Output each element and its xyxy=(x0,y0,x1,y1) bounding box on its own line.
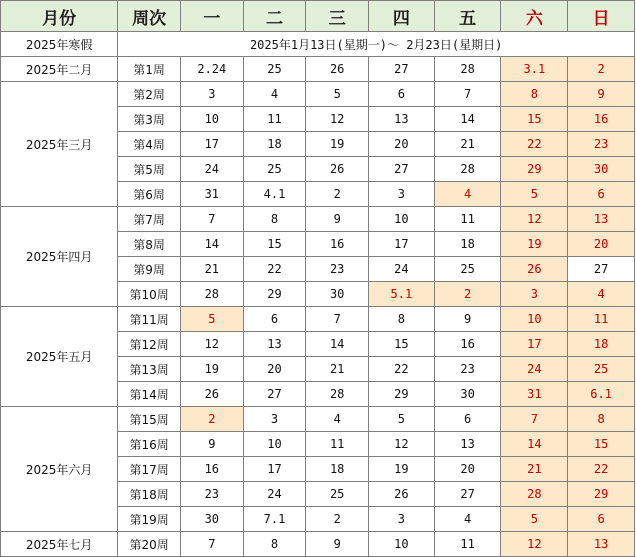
day-cell: 9 xyxy=(568,82,635,107)
day-cell: 5 xyxy=(306,82,369,107)
day-cell: 15 xyxy=(369,332,435,357)
day-cell: 17 xyxy=(243,457,306,482)
day-cell: 6 xyxy=(434,407,501,432)
day-cell: 6 xyxy=(243,307,306,332)
day-cell: 30 xyxy=(180,507,243,532)
week-label: 第20周 xyxy=(118,532,181,557)
header-sunday: 日 xyxy=(568,1,635,32)
day-cell: 31 xyxy=(180,182,243,207)
week-label: 第12周 xyxy=(118,332,181,357)
header-week: 周次 xyxy=(118,1,181,32)
week-label: 第1周 xyxy=(118,57,181,82)
day-cell: 7.1 xyxy=(243,507,306,532)
day-cell: 12 xyxy=(306,107,369,132)
day-cell: 28 xyxy=(501,482,568,507)
header-tuesday: 二 xyxy=(243,1,306,32)
day-cell: 10 xyxy=(369,207,435,232)
day-cell: 26 xyxy=(306,157,369,182)
day-cell: 4 xyxy=(306,407,369,432)
day-cell: 25 xyxy=(568,357,635,382)
day-cell: 9 xyxy=(434,307,501,332)
day-cell: 10 xyxy=(243,432,306,457)
day-cell: 19 xyxy=(306,132,369,157)
day-cell: 5 xyxy=(369,407,435,432)
week-label: 第15周 xyxy=(118,407,181,432)
day-cell: 2 xyxy=(180,407,243,432)
week-row xyxy=(1,407,635,432)
day-cell: 5 xyxy=(180,307,243,332)
winter-break-dates: 2025年1月13日(星期一)～ 2月23日(星期日) xyxy=(118,32,635,57)
day-cell: 8 xyxy=(369,307,435,332)
day-cell: 18 xyxy=(434,232,501,257)
day-cell: 2 xyxy=(434,282,501,307)
week-label: 第5周 xyxy=(118,157,181,182)
day-cell: 23 xyxy=(434,357,501,382)
day-cell: 13 xyxy=(568,532,635,557)
day-cell: 7 xyxy=(501,407,568,432)
day-cell: 25 xyxy=(306,482,369,507)
day-cell: 25 xyxy=(434,257,501,282)
week-label: 第11周 xyxy=(118,307,181,332)
week-label: 第16周 xyxy=(118,432,181,457)
day-cell: 27 xyxy=(369,157,435,182)
month-label: 2025年五月 xyxy=(1,307,118,407)
day-cell: 10 xyxy=(501,307,568,332)
week-label: 第8周 xyxy=(118,232,181,257)
month-label: 2025年四月 xyxy=(1,207,118,307)
day-cell: 22 xyxy=(501,132,568,157)
day-cell: 16 xyxy=(180,457,243,482)
day-cell: 24 xyxy=(180,157,243,182)
month-label: 2025年六月 xyxy=(1,407,118,532)
week-label: 第3周 xyxy=(118,107,181,132)
day-cell: 6 xyxy=(568,507,635,532)
day-cell: 28 xyxy=(434,57,501,82)
day-cell: 6 xyxy=(568,182,635,207)
day-cell: 31 xyxy=(501,382,568,407)
day-cell: 16 xyxy=(434,332,501,357)
day-cell: 16 xyxy=(306,232,369,257)
day-cell: 4.1 xyxy=(243,182,306,207)
day-cell: 2 xyxy=(568,57,635,82)
day-cell: 27 xyxy=(434,482,501,507)
day-cell: 5 xyxy=(501,507,568,532)
day-cell: 11 xyxy=(306,432,369,457)
day-cell: 3.1 xyxy=(501,57,568,82)
day-cell: 18 xyxy=(568,332,635,357)
day-cell: 19 xyxy=(501,232,568,257)
day-cell: 7 xyxy=(180,207,243,232)
week-row xyxy=(1,532,635,557)
day-cell: 26 xyxy=(501,257,568,282)
day-cell: 13 xyxy=(243,332,306,357)
day-cell: 20 xyxy=(243,357,306,382)
day-cell: 21 xyxy=(306,357,369,382)
week-row xyxy=(1,57,635,82)
day-cell: 13 xyxy=(568,207,635,232)
day-cell: 3 xyxy=(369,182,435,207)
day-cell: 8 xyxy=(501,82,568,107)
day-cell: 23 xyxy=(306,257,369,282)
day-cell: 3 xyxy=(180,82,243,107)
day-cell: 3 xyxy=(243,407,306,432)
day-cell: 30 xyxy=(434,382,501,407)
week-label: 第19周 xyxy=(118,507,181,532)
day-cell: 10 xyxy=(180,107,243,132)
day-cell: 8 xyxy=(243,532,306,557)
week-label: 第4周 xyxy=(118,132,181,157)
day-cell: 28 xyxy=(434,157,501,182)
day-cell: 8 xyxy=(568,407,635,432)
week-label: 第6周 xyxy=(118,182,181,207)
day-cell: 16 xyxy=(568,107,635,132)
day-cell: 15 xyxy=(501,107,568,132)
day-cell: 26 xyxy=(306,57,369,82)
day-cell: 3 xyxy=(369,507,435,532)
day-cell: 11 xyxy=(434,207,501,232)
day-cell: 27 xyxy=(369,57,435,82)
day-cell: 7 xyxy=(434,82,501,107)
day-cell: 13 xyxy=(369,107,435,132)
day-cell: 26 xyxy=(369,482,435,507)
month-label: 2025年二月 xyxy=(1,57,118,82)
day-cell: 4 xyxy=(434,182,501,207)
day-cell: 9 xyxy=(180,432,243,457)
day-cell: 29 xyxy=(369,382,435,407)
day-cell: 21 xyxy=(501,457,568,482)
day-cell: 21 xyxy=(434,132,501,157)
day-cell: 2 xyxy=(306,507,369,532)
day-cell: 28 xyxy=(306,382,369,407)
day-cell: 11 xyxy=(243,107,306,132)
day-cell: 29 xyxy=(501,157,568,182)
day-cell: 6 xyxy=(369,82,435,107)
day-cell: 25 xyxy=(243,57,306,82)
day-cell: 7 xyxy=(180,532,243,557)
winter-break-label: 2025年寒假 xyxy=(1,32,118,57)
day-cell: 14 xyxy=(306,332,369,357)
day-cell: 9 xyxy=(306,532,369,557)
day-cell: 22 xyxy=(369,357,435,382)
header-monday: 一 xyxy=(180,1,243,32)
day-cell: 13 xyxy=(434,432,501,457)
month-label: 2025年三月 xyxy=(1,82,118,207)
day-cell: 26 xyxy=(180,382,243,407)
day-cell: 22 xyxy=(243,257,306,282)
week-label: 第9周 xyxy=(118,257,181,282)
day-cell: 14 xyxy=(434,107,501,132)
day-cell: 29 xyxy=(568,482,635,507)
week-label: 第2周 xyxy=(118,82,181,107)
day-cell: 27 xyxy=(243,382,306,407)
day-cell: 30 xyxy=(568,157,635,182)
week-label: 第10周 xyxy=(118,282,181,307)
week-label: 第13周 xyxy=(118,357,181,382)
week-label: 第17周 xyxy=(118,457,181,482)
week-label: 第18周 xyxy=(118,482,181,507)
day-cell: 17 xyxy=(180,132,243,157)
day-cell: 18 xyxy=(243,132,306,157)
day-cell: 4 xyxy=(434,507,501,532)
day-cell: 20 xyxy=(434,457,501,482)
day-cell: 6.1 xyxy=(568,382,635,407)
day-cell: 30 xyxy=(306,282,369,307)
header-row xyxy=(1,1,635,32)
day-cell: 22 xyxy=(568,457,635,482)
week-label: 第7周 xyxy=(118,207,181,232)
day-cell: 3 xyxy=(501,282,568,307)
day-cell: 5.1 xyxy=(369,282,435,307)
day-cell: 11 xyxy=(568,307,635,332)
day-cell: 14 xyxy=(501,432,568,457)
day-cell: 4 xyxy=(243,82,306,107)
header-wednesday: 三 xyxy=(306,1,369,32)
day-cell: 23 xyxy=(568,132,635,157)
day-cell: 20 xyxy=(568,232,635,257)
day-cell: 12 xyxy=(501,532,568,557)
week-label: 第14周 xyxy=(118,382,181,407)
day-cell: 7 xyxy=(306,307,369,332)
day-cell: 5 xyxy=(501,182,568,207)
day-cell: 9 xyxy=(306,207,369,232)
day-cell: 18 xyxy=(306,457,369,482)
day-cell: 29 xyxy=(243,282,306,307)
day-cell: 17 xyxy=(501,332,568,357)
day-cell: 17 xyxy=(369,232,435,257)
day-cell: 27 xyxy=(568,257,635,282)
header-thursday: 四 xyxy=(369,1,435,32)
day-cell: 28 xyxy=(180,282,243,307)
header-friday: 五 xyxy=(434,1,501,32)
day-cell: 23 xyxy=(180,482,243,507)
day-cell: 12 xyxy=(369,432,435,457)
day-cell: 8 xyxy=(243,207,306,232)
day-cell: 15 xyxy=(568,432,635,457)
day-cell: 24 xyxy=(501,357,568,382)
day-cell: 14 xyxy=(180,232,243,257)
day-cell: 2.24 xyxy=(180,57,243,82)
day-cell: 20 xyxy=(369,132,435,157)
day-cell: 24 xyxy=(369,257,435,282)
header-saturday: 六 xyxy=(501,1,568,32)
week-row xyxy=(1,307,635,332)
day-cell: 15 xyxy=(243,232,306,257)
day-cell: 10 xyxy=(369,532,435,557)
header-month: 月份 xyxy=(1,1,118,32)
week-row xyxy=(1,207,635,232)
day-cell: 2 xyxy=(306,182,369,207)
day-cell: 4 xyxy=(568,282,635,307)
week-row xyxy=(1,82,635,107)
day-cell: 19 xyxy=(369,457,435,482)
day-cell: 11 xyxy=(434,532,501,557)
day-cell: 19 xyxy=(180,357,243,382)
day-cell: 12 xyxy=(180,332,243,357)
day-cell: 24 xyxy=(243,482,306,507)
day-cell: 12 xyxy=(501,207,568,232)
day-cell: 25 xyxy=(243,157,306,182)
winter-break-row xyxy=(1,32,635,57)
day-cell: 21 xyxy=(180,257,243,282)
month-label: 2025年七月 xyxy=(1,532,118,557)
